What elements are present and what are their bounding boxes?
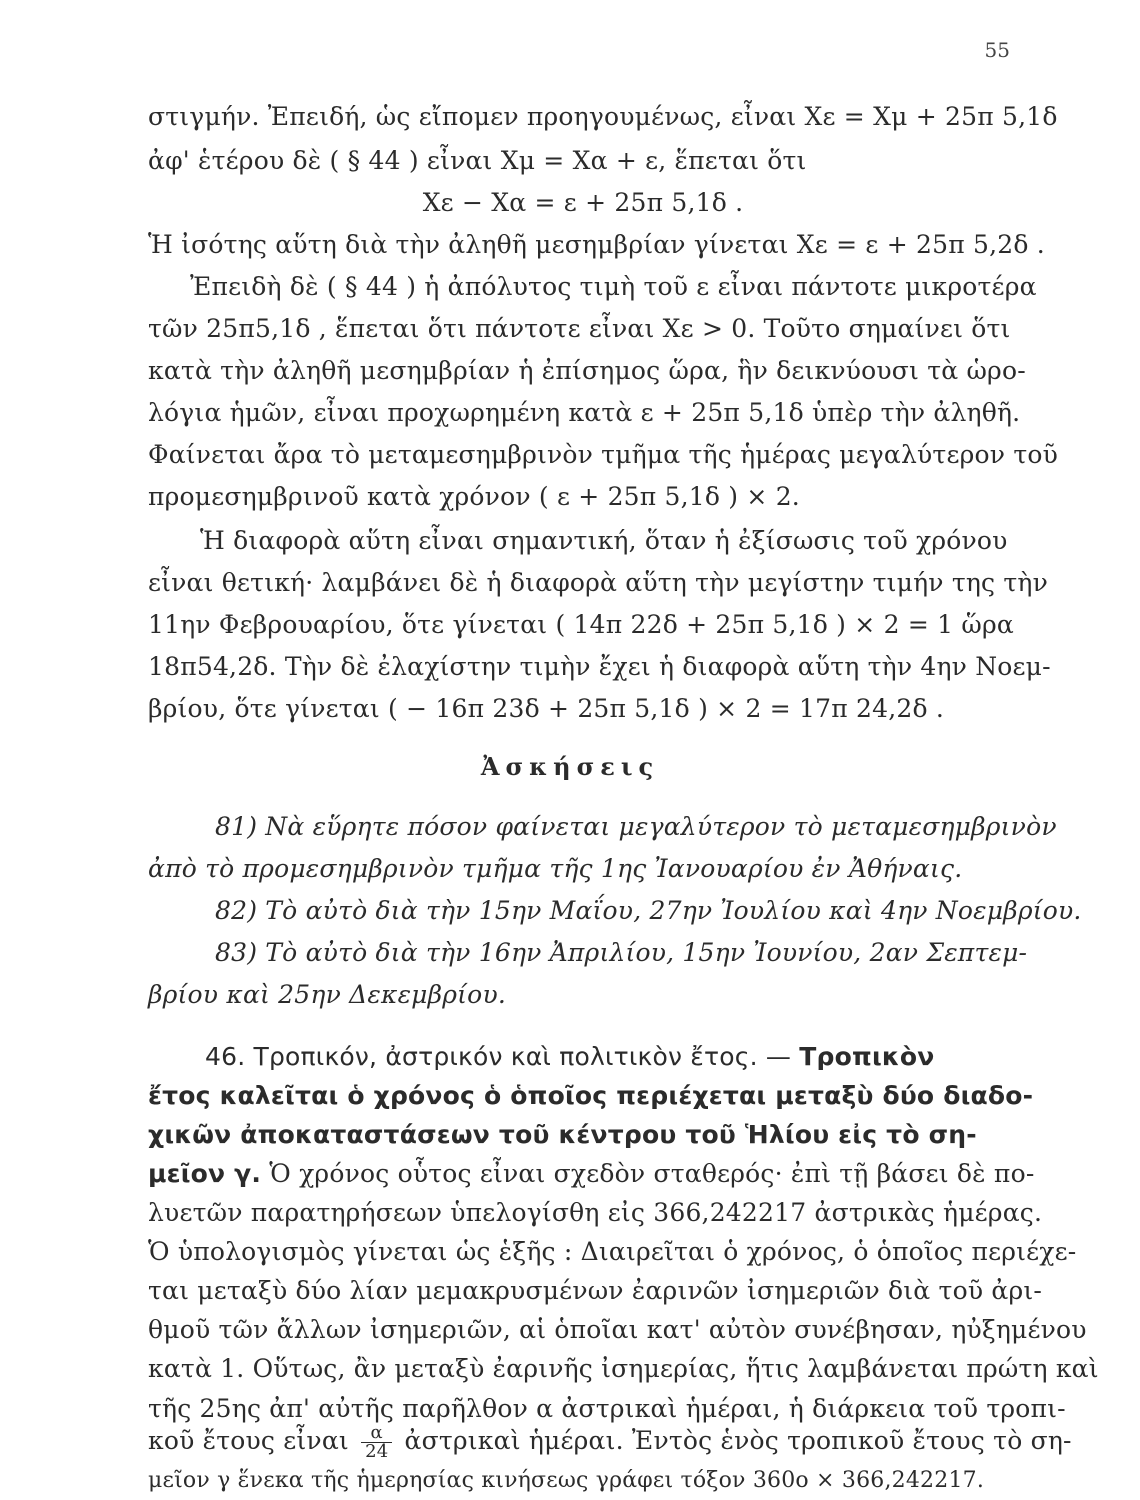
text-before-fraction: κοῦ ἔτους εἶναι	[148, 1426, 349, 1455]
text-line: προμεσημβρινοῦ κατὰ χρόνον ( ε + 25π 5,1δ ) × 2.	[148, 482, 800, 511]
text-line: εἶναι θετική· λαμβάνει δὲ ἡ διαφορὰ αὕτη τὴν μεγίστην τιμήν της τὴν	[148, 568, 1048, 597]
text-line: κατὰ 1. Οὕτως, ἂν μεταξὺ ἐαρινῆς ἰσημερίας, ἥτις λαμβάνεται πρώτη καὶ	[148, 1354, 1099, 1383]
exercise-line: βρίου καὶ 25ην Δεκεμβρίου.	[148, 980, 506, 1009]
fraction-line	[148, 1422, 1072, 1462]
definition-term: Τροπικὸν	[799, 1042, 935, 1071]
text-line	[148, 1157, 1035, 1191]
section-title: 46. Τροπικόν, ἀστρικόν καὶ πολιτικὸν ἔτος.	[205, 1042, 758, 1071]
text-line: Φαίνεται ἄρα τὸ μεταμεσημβρινὸν τμῆμα τῆς ἡμέρας μεγαλύτερον τοῦ	[148, 440, 1058, 469]
exercise-line: 81) Νὰ εὕρητε πόσον φαίνεται μεγαλύτερον τὸ μεταμεσημβρινὸν	[215, 812, 1057, 841]
text-after-fraction: ἀστρικαὶ ἡμέραι. Ἐντὸς ἑνὸς τροπικοῦ ἔτους τὸ ση-	[404, 1426, 1072, 1455]
text-line: Ἡ ἰσότης αὕτη διὰ τὴν ἀληθῆ μεσημβρίαν γίνεται Xε = ε + 25π 5,2δ .	[148, 230, 1045, 259]
text-line: 18π54,2δ. Τὴν δὲ ἐλαχίστην τιμὴν ἔχει ἡ διαφορὰ αὕτη τὴν 4ην Νοεμ-	[148, 652, 1051, 681]
section-dash: —	[757, 1042, 800, 1071]
exercises-heading: Ἀσκήσεις	[480, 752, 660, 781]
text-line: κατὰ τὴν ἀληθῆ μεσημβρίαν ἡ ἐπίσημος ὥρα, ἣν δεικνύουσι τὰ ὡρο-	[148, 356, 1026, 385]
definition-line: χικῶν ἀποκαταστάσεων τοῦ κέντρου τοῦ Ἡλίου εἰς τὸ ση-	[148, 1120, 977, 1149]
text-line: Ὁ ὑπολογισμὸς γίνεται ὡς ἑξῆς : Διαιρεῖται ὁ χρόνος, ὁ ὁποῖος περιέχε-	[148, 1237, 1077, 1266]
text-line: θμοῦ τῶν ἄλλων ἰσημεριῶν, αἱ ὁποῖαι κατ' αὐτὸν συνέβησαν, ηὐξημένου	[148, 1315, 1087, 1344]
text-line: ἀφ' ἑτέρου δὲ ( § 44 ) εἶναι Xμ = Xα + ε, ἕπεται ὅτι	[148, 146, 807, 175]
page-number: 55	[984, 38, 1010, 62]
exercise-line: 83) Τὸ αὐτὸ διὰ τὴν 16ην Ἀπριλίου, 15ην Ἰουνίου, 2αν Σεπτεμ-	[215, 938, 1028, 967]
exercise-line: ἀπὸ τὸ προμεσημβρινὸν τμῆμα τῆς 1ης Ἰανουαρίου ἐν Ἀθήναις.	[148, 854, 963, 883]
section-heading-line	[205, 1040, 1018, 1074]
exercise-line: 82) Τὸ αὐτὸ διὰ τὴν 15ην Μαΐου, 27ην Ἰουλίου καὶ 4ην Νοεμβρίου.	[215, 896, 1082, 925]
text-continuation: Ὁ χρόνος οὗτος εἶναι σχεδὸν σταθερός· ἐπὶ τῇ βάσει δὲ πο-	[261, 1159, 1035, 1188]
fraction-denominator: 24	[365, 1441, 389, 1462]
fraction-numerator: α	[361, 1424, 392, 1443]
text-line: τῆς 25ης ἀπ' αὐτῆς παρῆλθον α ἀστρικαὶ ἡμέραι, ἡ διάρκεια τοῦ τροπι-	[148, 1394, 1066, 1423]
equation-line: Xε − Xα = ε + 25π 5,1δ .	[422, 188, 744, 217]
text-line: Ἡ διαφορὰ αὕτη εἶναι σημαντική, ὅταν ἡ ἐξίσωσις τοῦ χρόνου	[200, 526, 1008, 555]
text-line: τῶν 25π5,1δ , ἕπεται ὅτι πάντοτε εἶναι Xε > 0. Τοῦτο σημαίνει ὅτι	[148, 314, 1011, 343]
definition-line: ἔτος καλεῖται ὁ χρόνος ὁ ὁποῖος περιέχεται μεταξὺ δύο διαδο-	[148, 1081, 1034, 1110]
text-line: ται μεταξὺ δύο λίαν μεμακρυσμένων ἐαρινῶν ἰσημεριῶν διὰ τοῦ ἀρι-	[148, 1276, 1042, 1305]
fraction	[361, 1424, 392, 1461]
text-line: Ἐπειδὴ δὲ ( § 44 ) ἡ ἀπόλυτος τιμὴ τοῦ ε εἶναι πάντοτε μικροτέρα	[190, 272, 1037, 301]
definition-end: μεῖον γ.	[148, 1159, 262, 1188]
text-line: στιγμήν. Ἐπειδή, ὡς εἴπομεν προηγουμένως, εἶναι Xε = Xμ + 25π 5,1δ	[148, 102, 1058, 131]
text-line: μεῖον γ ἕνεκα τῆς ἡμερησίας κινήσεως γράφει τόξον 360ο × 366,242217.	[148, 1468, 985, 1493]
text-line: 11ην Φεβρουαρίου, ὅτε γίνεται ( 14π 22δ + 25π 5,1δ ) × 2 = 1 ὥρα	[148, 610, 1014, 639]
text-line: βρίου, ὅτε γίνεται ( − 16π 23δ + 25π 5,1δ ) × 2 = 17π 24,2δ .	[148, 694, 945, 723]
text-line: λόγια ἡμῶν, εἶναι προχωρημένη κατὰ ε + 25π 5,1δ ὑπὲρ τὴν ἀληθῆ.	[148, 398, 1021, 427]
text-line: λυετῶν παρατηρήσεων ὑπελογίσθη εἰς 366,242217 ἀστρικὰς ἡμέρας.	[148, 1198, 1043, 1227]
